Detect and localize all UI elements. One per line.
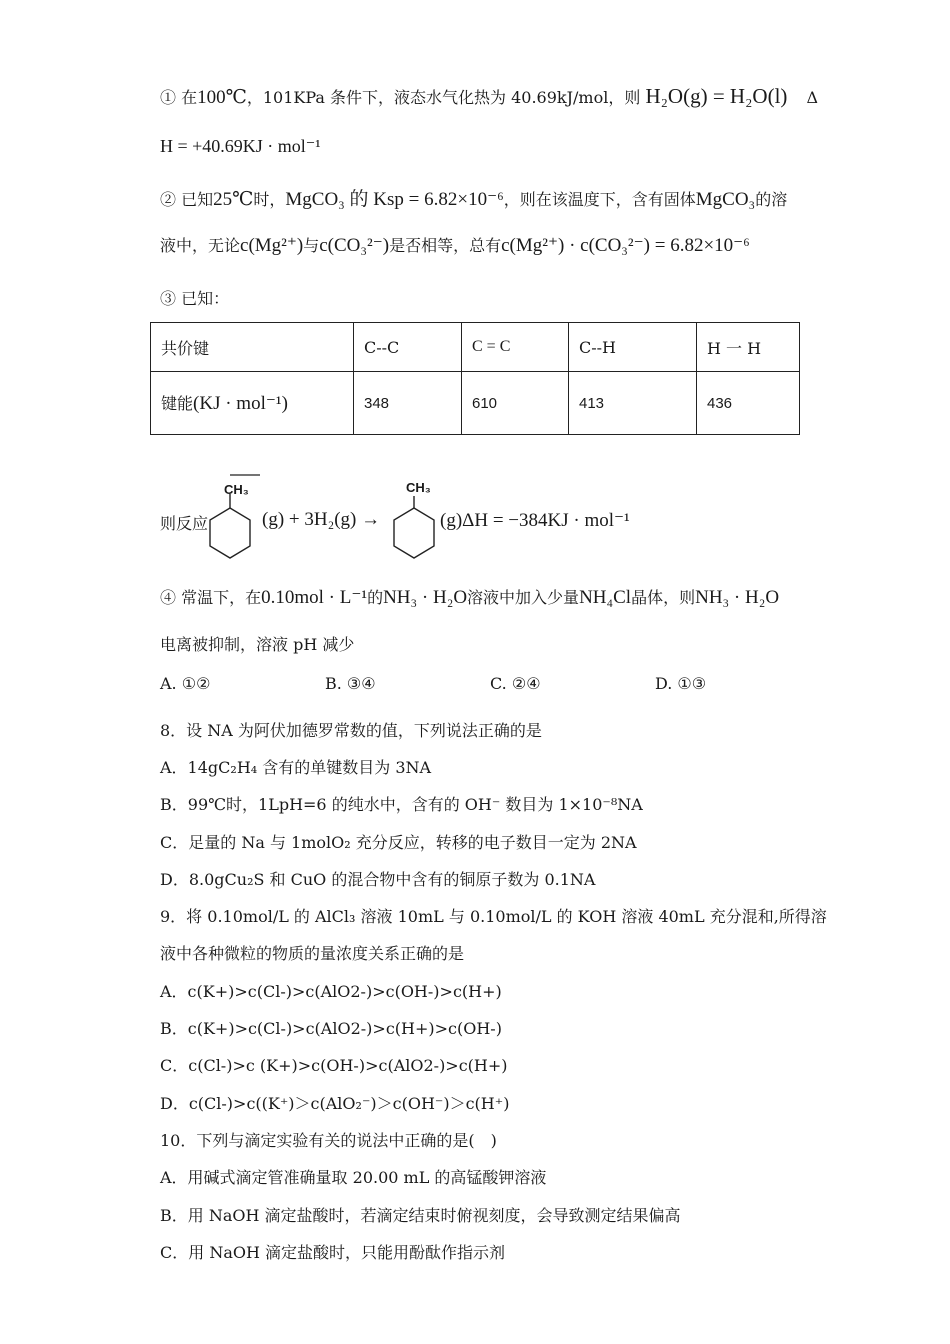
q8-stem: 8．设 NA 为阿伏加德罗常数的值，下列说法正确的是 — [160, 721, 542, 740]
table-header-cell: C--H — [569, 323, 697, 372]
table-row-label: 键能(KJ · mol⁻¹) — [151, 372, 354, 435]
option-d: D. ①③ — [655, 674, 707, 693]
q9-option-a: A．c(K+)>c(Cl-)>c(AlO2-)>c(OH-)>c(H+) — [160, 982, 502, 1001]
table-header-cell: C = C — [462, 323, 569, 372]
table-header-cell: C--C — [354, 323, 462, 372]
q10-option-b: B．用 NaOH 滴定盐酸时，若滴定结束时俯视刻度，会导致测定结果偏高 — [160, 1206, 681, 1225]
bond-energy-table — [150, 322, 800, 435]
table-header-cell: 共价键 — [151, 323, 354, 372]
item1-line2: H = +40.69KJ · mol⁻¹ — [160, 136, 321, 156]
toluene-structure — [206, 470, 266, 570]
table-cell: 436 — [697, 372, 800, 435]
q10-option-a: A．用碱式滴定管准确量取 20.00 mL 的高锰酸钾溶液 — [160, 1168, 547, 1187]
q8-option-b: B．99℃时，1LpH=6 的纯水中，含有的 OH⁻ 数目为 1×10⁻⁸NA — [160, 795, 643, 814]
item3-intro: ③ 已知： — [160, 289, 230, 308]
q10-option-c: C．用 NaOH 滴定盐酸时，只能用酚酞作指示剂 — [160, 1243, 506, 1262]
reaction-end: (g)ΔH = −384KJ · mol⁻¹ — [440, 510, 630, 531]
table-cell: 413 — [569, 372, 697, 435]
table-cell: 348 — [354, 372, 462, 435]
q9-option-b: B．c(K+)>c(Cl-)>c(AlO2-)>c(H+)>c(OH-) — [160, 1019, 502, 1038]
option-a: A. ①② — [160, 674, 211, 693]
methylcyclohexane-structure — [388, 478, 448, 578]
table-header-cell: H 一 H — [697, 323, 800, 372]
q9-option-d: D．c(Cl-)>c((K⁺)＞c(AlO₂⁻)＞c(OH⁻)＞c(H⁺) — [160, 1094, 510, 1113]
q9-stem-line2: 液中各种微粒的物质的量浓度关系正确的是 — [160, 944, 465, 963]
item1-equation: H₂O(g) = H₂O(l) — [645, 84, 788, 108]
q9-stem-line1: 9．将 0.10mol/L 的 AlCl₃ 溶液 10mL 与 0.10mol/L 的 KOH 溶液 40mL 充分混和,所得溶 — [160, 907, 827, 926]
item4-line2: 电离被抑制，溶液 pH 减少 — [160, 635, 355, 654]
q9-option-c: C．c(Cl-)>c (K+)>c(OH-)>c(AlO2-)>c(H+) — [160, 1056, 508, 1075]
q10-stem: 10．下列与滴定实验有关的说法中正确的是( ) — [160, 1131, 497, 1150]
reaction-middle: (g) + 3H₂(g) → — [262, 509, 381, 530]
item4-line1: ④ 常温下，在0.10mol · L⁻¹的NH₃ · H₂O溶液中加入少量NH₄Cl晶体，则NH₃ · H₂O — [160, 587, 780, 608]
ch3-label: CH₃ — [406, 480, 431, 495]
item1-line1: ① 在100℃，101KPa 条件下，液态水气化热为 40.69kJ/mol，则 H₂O(g) = H₂O(l) Δ — [160, 84, 819, 108]
q8-option-c: C．足量的 Na 与 1molO₂ 充分反应，转移的电子数目一定为 2NA — [160, 833, 637, 852]
item2-line1: ② 已知25℃时，MgCO₃ 的 Ksp = 6.82×10⁻⁶，则在该温度下，含有固体MgCO₃的溶 — [160, 189, 788, 210]
table-row — [151, 323, 800, 372]
option-c: C. ②④ — [490, 674, 541, 693]
table-row — [151, 372, 800, 435]
q8-option-d: D．8.0gCu₂S 和 CuO 的混合物中含有的铜原子数为 0.1NA — [160, 870, 596, 889]
q8-option-a: A．14gC₂H₄ 含有的单键数目为 3NA — [160, 758, 432, 777]
table-cell: 610 — [462, 372, 569, 435]
reaction-prefix: 则反应 — [160, 514, 209, 533]
option-b: B. ③④ — [325, 674, 376, 693]
item2-line2: 液中，无论c(Mg²⁺)与c(CO₃²⁻)是否相等，总有c(Mg²⁺) · c(CO₃²⁻) = 6.82×10⁻⁶ — [160, 235, 750, 256]
ch3-label: CH₃ — [224, 482, 249, 497]
